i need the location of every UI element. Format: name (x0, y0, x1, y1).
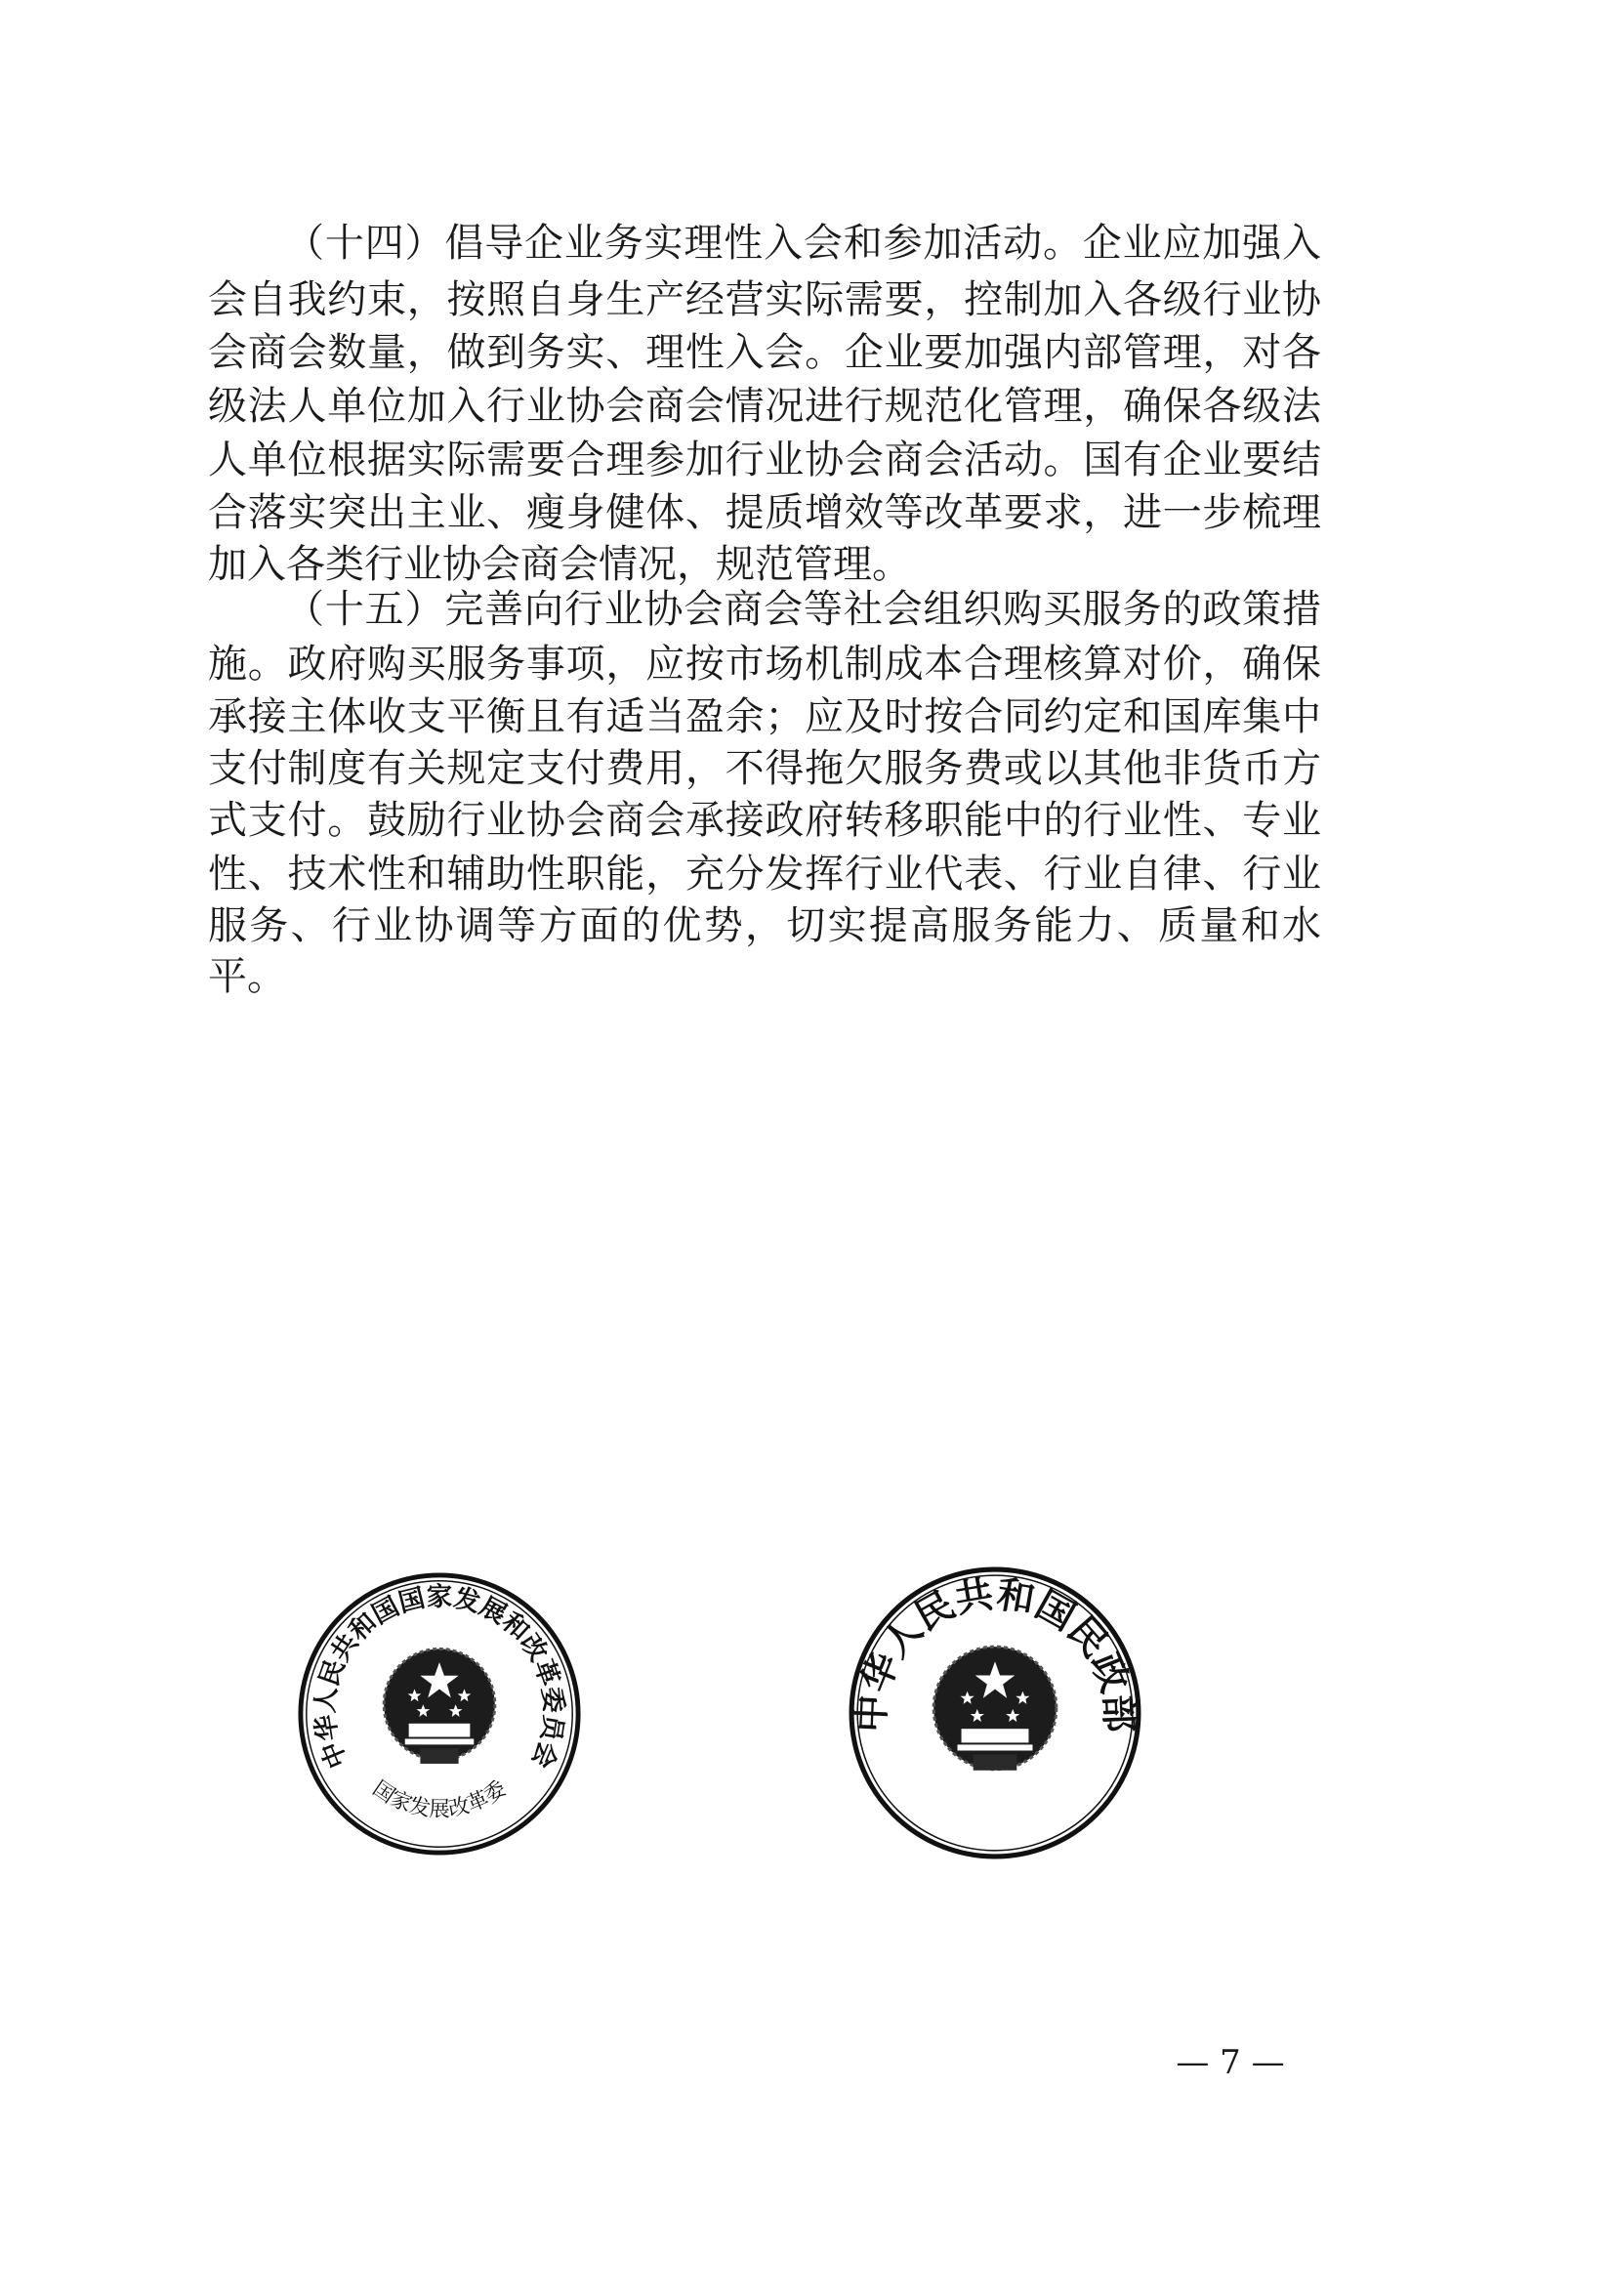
national-emblem-icon (933, 1647, 1057, 1771)
page-number: — 7 — (1176, 2043, 1285, 2082)
seal-text: 中华人民共和国民政部 (849, 1572, 1141, 1733)
seal-bottom-text: 国家发展改革委 (367, 1776, 512, 1822)
paragraph-line: 会商会数量，做到务实、理性入会。企业要加强内部管理，对各 (208, 330, 1321, 375)
paragraph-line: 会自我约束，按照自身生产经营实际需要，控制加入各级行业协 (208, 277, 1321, 322)
paragraph-line: （十五）完善向行业协会商会等社会组织购买服务的政策措 (285, 587, 1321, 632)
seal-text: 中华人民共和国国家发展和改革委员会 (310, 1582, 569, 1773)
paragraph-line: （十四）倡导企业务实理性入会和参加活动。企业应加强入 (285, 221, 1321, 266)
paragraph-line: 合落实突出主业、瘦身健体、提质增效等改革要求，进一步梳理 (208, 490, 1321, 535)
paragraph-line: 支付制度有关规定支付费用，不得拖欠服务费或以其他非货币方 (208, 746, 1321, 791)
paragraph-line: 平。 (208, 954, 286, 999)
paragraph-line: 加入各类行业协会商会情况，规范管理。 (208, 542, 911, 587)
paragraph-line: 级法人单位加入行业协会商会情况进行规范化管理，确保各级法 (208, 384, 1321, 429)
paragraph-line: 施。政府购买服务事项，应按市场机制成本合理核算对价，确保 (208, 642, 1321, 687)
svg-text:国家发展改革委 (368, 1776, 511, 1822)
paragraph-line: 人单位根据实际需要合理参加行业协会商会活动。国有企业要结 (208, 438, 1321, 482)
mca-seal (847, 1565, 1143, 1861)
paragraph-line: 式支付。鼓励行业协会商会承接政府转移职能中的行业性、专业 (208, 798, 1321, 843)
paragraph-line: 性、技术性和辅助性职能，充分发挥行业代表、行业自律、行业 (208, 852, 1321, 897)
national-emblem-icon (384, 1649, 495, 1764)
paragraph-line: 承接主体收支平衡且有适当盈余；应及时按合同约定和国库集中 (208, 694, 1321, 739)
ndrc-seal (296, 1570, 583, 1858)
paragraph-line: 服务、行业协调等方面的优势，切实提高服务能力、质量和水 (208, 903, 1321, 948)
